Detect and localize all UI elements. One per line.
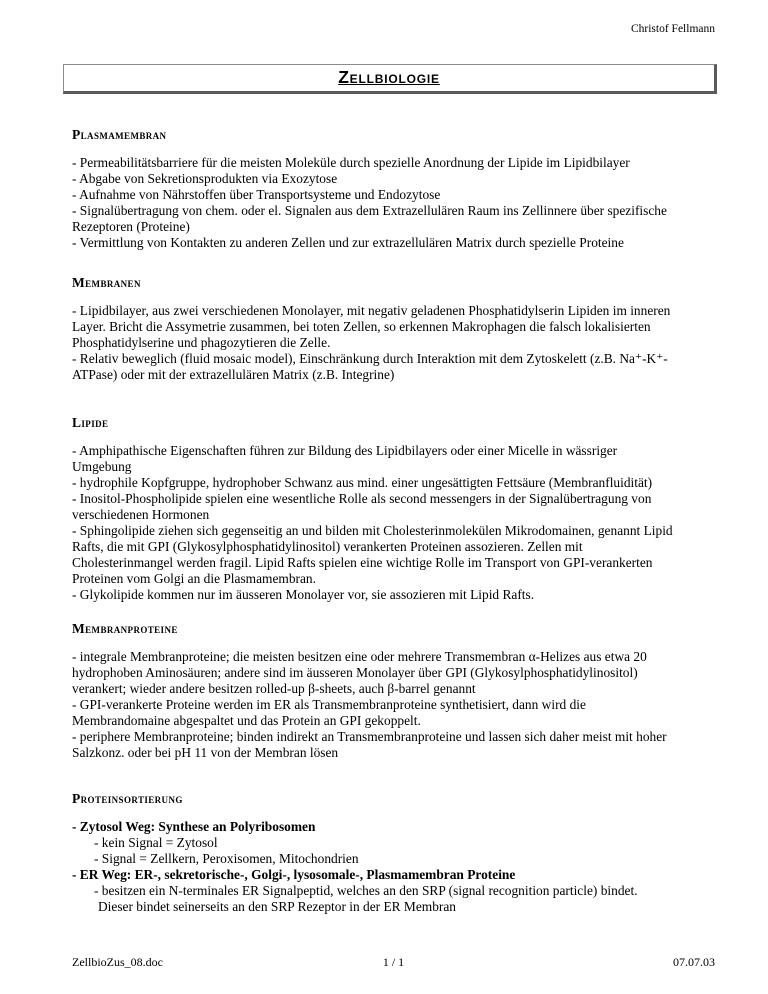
list-item xyxy=(72,649,715,697)
text-line: - ER Weg: ER-, sekretorische-, Golgi-, lysosomale-, Plasmamembran Proteine xyxy=(72,867,516,882)
text-line: Layer. Bricht die Assymetrie zusammen, bei toten Zellen, so erkennen Makrophagen die falsch lokalisierten xyxy=(72,319,651,334)
footer-filename: ZellbioZus_08.doc xyxy=(72,955,163,969)
text-line: - Permeabilitätsbarriere für die meisten Moleküle durch spezielle Anordnung der Lipide im Lipidbilayer xyxy=(72,155,630,170)
text-line: Proteinen vom Golgi an die Plasmamembran. xyxy=(72,571,316,586)
list-item xyxy=(72,867,715,883)
text-line: - Abgabe von Sekretionsprodukten via Exozytose xyxy=(72,171,338,186)
title-box xyxy=(63,64,717,94)
text-line: Cholesterinmangel werden fragil. Lipid Rafts spielen eine wichtige Rolle im Transport von GPI-verankerten xyxy=(72,555,653,570)
text-line: verschiedenen Hormonen xyxy=(72,507,210,522)
list-item xyxy=(72,155,715,171)
text-line: Salzkonz. oder bei pH 11 von der Membran lösen xyxy=(72,745,339,760)
text-line: Rafts, die mit GPI (Glykosylphosphatidylinositol) verankerten Proteinen assozieren. Zellen mit xyxy=(72,539,583,554)
page-footer xyxy=(72,955,715,970)
text-line: - Aufnahme von Nährstoffen über Transportsysteme und Endozytose xyxy=(72,187,441,202)
list-item xyxy=(72,523,715,587)
list-item xyxy=(72,443,715,475)
section xyxy=(72,275,715,383)
list-item xyxy=(72,697,715,729)
list-item xyxy=(72,187,715,203)
text-line: Dieser bindet seinerseits an den SRP Rezeptor in der ER Membran xyxy=(98,899,456,914)
text-line: Rezeptoren (Proteine) xyxy=(72,219,190,234)
author-name: Christof Fellmann xyxy=(630,23,715,35)
text-line: verankert; wieder andere besitzen rolled-up β-sheets, auch β-barrel genannt xyxy=(72,681,476,696)
text-line: - Zytosol Weg: Synthese an Polyribosomen xyxy=(72,819,316,834)
text-line: - Vermittlung von Kontakten zu anderen Zellen und zur extrazellulären Matrix durch spezielle Proteine xyxy=(72,235,624,250)
list-item xyxy=(72,587,715,603)
text-line: - Signal = Zellkern, Peroxisomen, Mitochondrien xyxy=(94,851,359,866)
list-item xyxy=(72,883,715,915)
section-heading: Plasmamembran xyxy=(72,127,167,142)
text-line: Membrandomaine abgespaltet und das Protein an GPI gekoppelt. xyxy=(72,713,421,728)
page-title: Zellbiologie xyxy=(338,67,440,87)
text-line: Phosphatidylserine und phagozytieren die Zelle. xyxy=(72,335,331,350)
text-line: - Lipidbilayer, aus zwei verschiedenen Monolayer, mit negativ geladenen Phosphatidylserin Lipiden im inneren xyxy=(72,303,671,318)
list-item xyxy=(72,475,715,491)
section-heading: Lipide xyxy=(72,415,109,430)
text-line: - Inositol-Phospholipide spielen eine wesentliche Rolle als second messengers in der Signalübertragung von xyxy=(72,491,652,506)
list-item xyxy=(72,235,715,251)
text-line: - integrale Membranproteine; die meisten besitzen eine oder mehrere Transmembran α-Helizes aus etwa 20 xyxy=(72,649,647,664)
text-line: - Signalübertragung von chem. oder el. Signalen aus dem Extrazellulären Raum ins Zellinnere über spezifische xyxy=(72,203,667,218)
text-line: - Glykolipide kommen nur im äusseren Monolayer vor, sie assozieren mit Lipid Rafts. xyxy=(72,587,535,602)
text-line: - GPI-verankerte Proteine werden im ER als Transmembranproteine synthetisiert, dann wird die xyxy=(72,697,586,712)
text-line: - hydrophile Kopfgruppe, hydrophober Schwanz aus mind. einer ungesättigten Fettsäure (Membranfluidität) xyxy=(72,475,653,490)
list-item xyxy=(72,303,715,351)
document-sections xyxy=(72,127,715,915)
section xyxy=(72,791,715,915)
list-item xyxy=(72,491,715,523)
text-line: - Relativ beweglich (fluid mosaic model), Einschränkung durch Interaktion mit dem Zytoskelett (z.B. Na⁺-K⁺- xyxy=(72,351,668,366)
section-heading: Membranproteine xyxy=(72,621,178,636)
footer-date: 07.07.03 xyxy=(672,955,715,969)
list-item xyxy=(72,729,715,761)
text-line: ATPase) oder mit der extrazellulären Matrix (z.B. Integrine) xyxy=(72,367,395,382)
text-line: Umgebung xyxy=(72,459,132,474)
text-line: - periphere Membranproteine; binden indirekt an Transmembranproteine und lassen sich daher meist mit hoher xyxy=(72,729,667,744)
list-item xyxy=(72,819,715,835)
list-item xyxy=(72,203,715,235)
list-item xyxy=(72,351,715,383)
text-line: - kein Signal = Zytosol xyxy=(94,835,218,850)
footer-page-indicator: 1 / 1 xyxy=(382,955,405,969)
section-heading: Proteinsortierung xyxy=(72,791,183,806)
section-heading: Membranen xyxy=(72,275,141,290)
list-item xyxy=(72,851,715,867)
section xyxy=(72,415,715,603)
text-line: - besitzen ein N-terminales ER Signalpeptid, welches an den SRP (signal recognition particle) bindet. xyxy=(94,883,638,898)
list-item xyxy=(72,835,715,851)
section xyxy=(72,127,715,251)
text-line: - Sphingolipide ziehen sich gegenseitig an und bilden mit Cholesterinmolekülen Mikrodomainen, genannt Lipid xyxy=(72,523,673,538)
list-item xyxy=(72,171,715,187)
text-line: hydrophoben Aminosäuren; andere sind im äusseren Monolayer über GPI (Glykosylphosphatidylinositol) xyxy=(72,665,638,680)
section xyxy=(72,621,715,761)
text-line: - Amphipathische Eigenschaften führen zur Bildung des Lipidbilayers oder einer Micelle in wässriger xyxy=(72,443,618,458)
